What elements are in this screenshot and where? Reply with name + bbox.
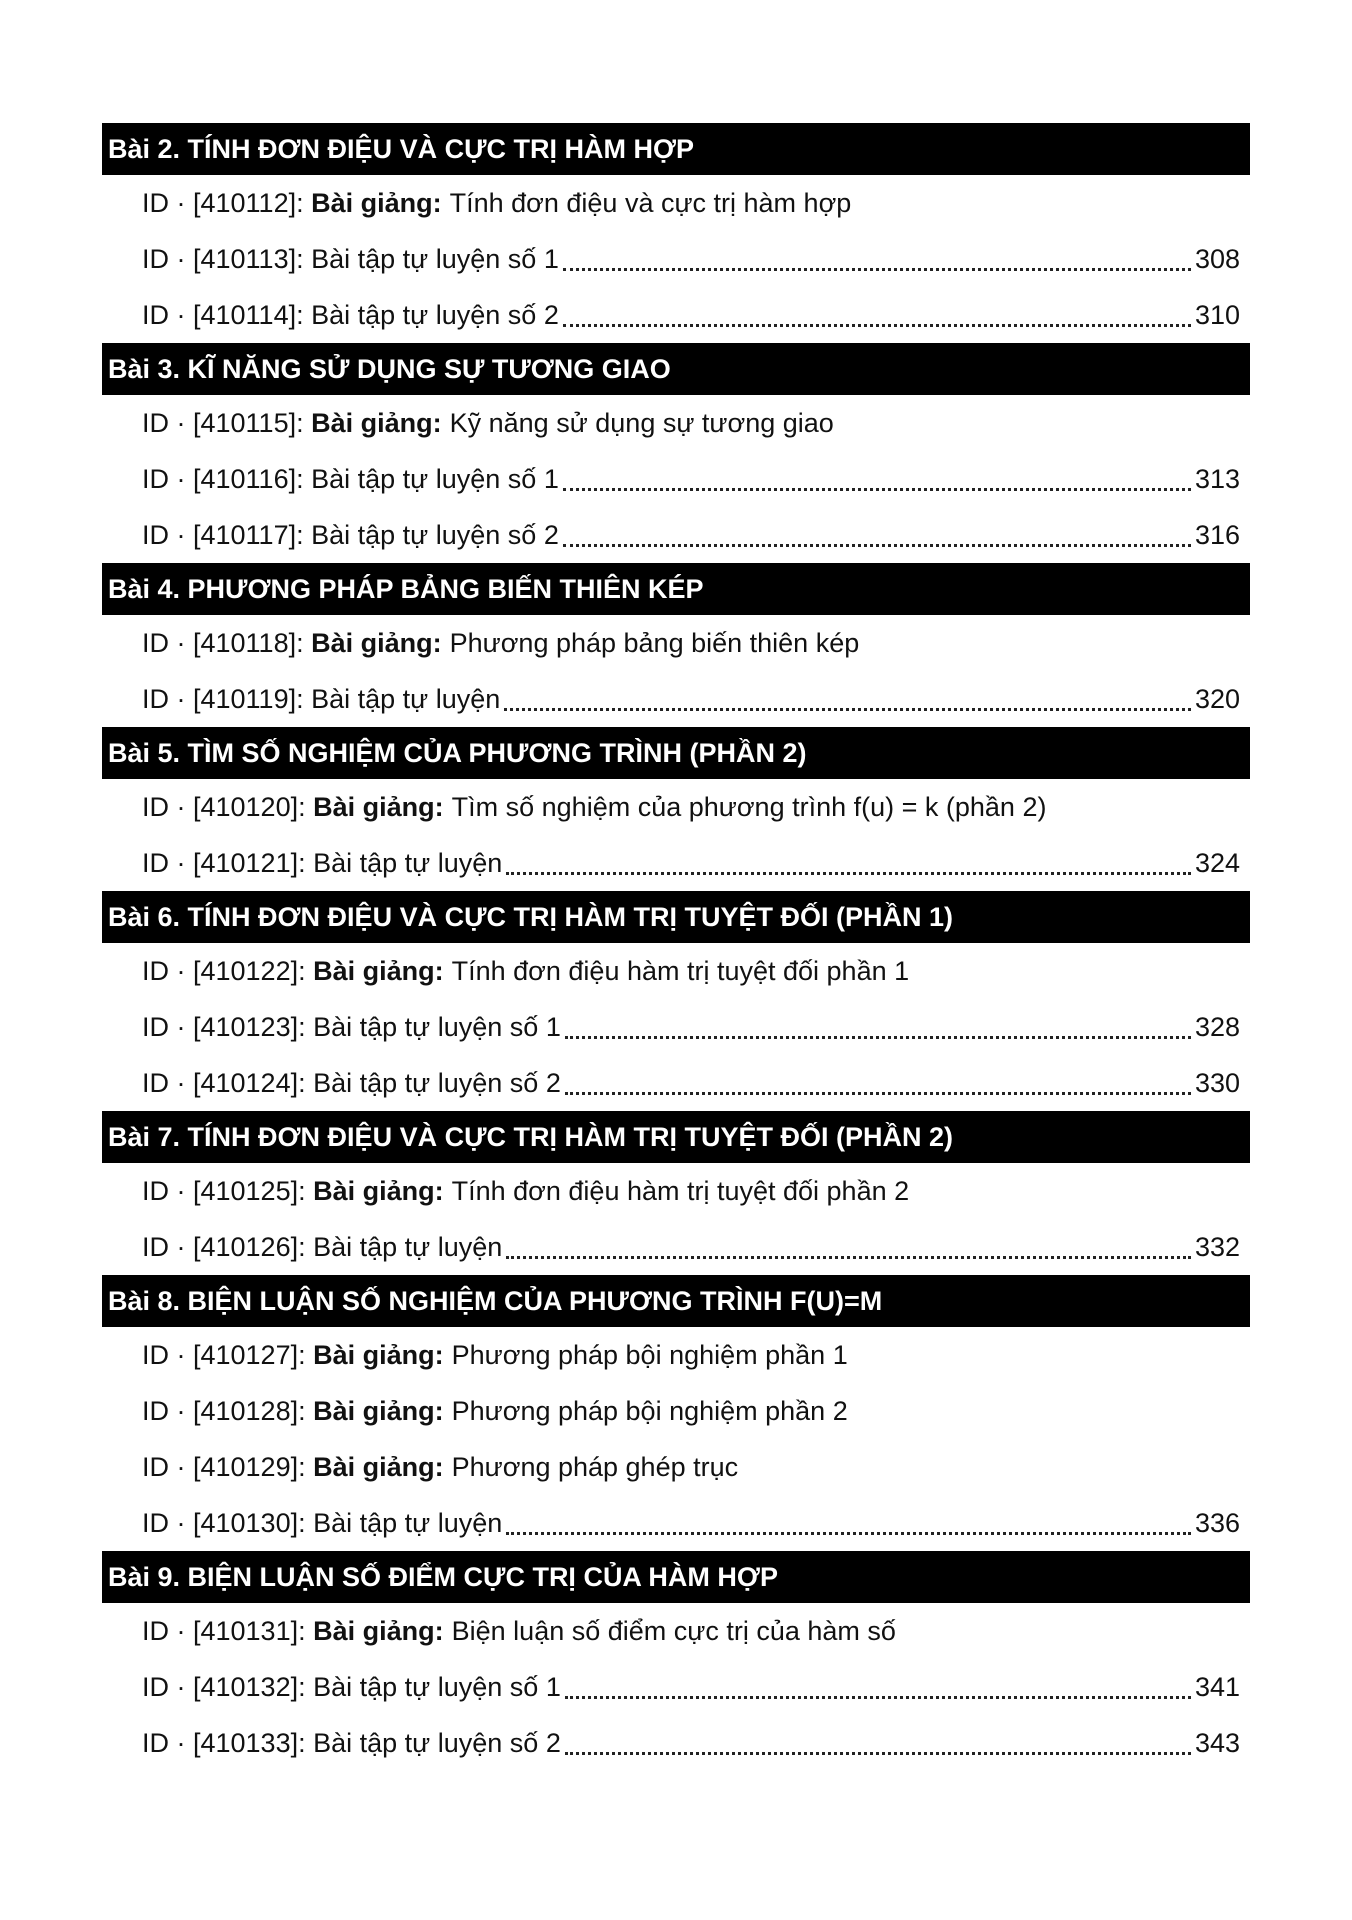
entry-spacer bbox=[306, 943, 314, 999]
section-header: Bài 6. TÍNH ĐƠN ĐIỆU VÀ CỰC TRỊ HÀM TRỊ TUYỆT ĐỐI (PHẦN 1) bbox=[102, 891, 1250, 943]
toc-entry[interactable] bbox=[102, 287, 1250, 343]
toc-section bbox=[102, 891, 1250, 1111]
entry-spacer bbox=[306, 1219, 314, 1275]
dot-leader bbox=[565, 1092, 1191, 1095]
dot-leader bbox=[506, 1532, 1191, 1535]
entry-id: ID · [410127]: bbox=[142, 1340, 306, 1370]
entry-page-number: 336 bbox=[1194, 1508, 1240, 1538]
toc-entry[interactable] bbox=[102, 507, 1250, 563]
entry-page-number: 320 bbox=[1194, 684, 1240, 714]
entry-spacer bbox=[306, 779, 314, 835]
entry-page-number: 308 bbox=[1194, 244, 1240, 274]
section-header: Bài 8. BIỆN LUẬN SỐ NGHIỆM CỦA PHƯƠNG TRÌNH F(U)=M bbox=[102, 1275, 1250, 1327]
toc-section bbox=[102, 1551, 1250, 1771]
entry-title: Phương pháp ghép trục bbox=[451, 1452, 739, 1482]
entry-title: Tính đơn điệu và cực trị hàm hợp bbox=[449, 188, 852, 218]
entry-spacer bbox=[306, 1439, 314, 1495]
entry-title: Phương pháp bội nghiệm phần 2 bbox=[451, 1396, 848, 1426]
entry-title: Kỹ năng sử dụng sự tương giao bbox=[449, 408, 834, 438]
entry-title: Tìm số nghiệm của phương trình f(u) = k (phần 2) bbox=[451, 792, 1047, 822]
dot-leader bbox=[506, 1256, 1191, 1259]
section-entries bbox=[102, 175, 1250, 343]
entry-spacer bbox=[306, 1327, 314, 1383]
section-entries bbox=[102, 1163, 1250, 1275]
table-of-contents bbox=[102, 123, 1250, 1771]
entry-kind-label: Bài giảng: bbox=[313, 956, 444, 986]
toc-entry[interactable] bbox=[102, 999, 1250, 1055]
entry-spacer bbox=[304, 287, 312, 343]
toc-entry[interactable] bbox=[102, 671, 1250, 727]
entry-id: ID · [410128]: bbox=[142, 1396, 306, 1426]
section-header: Bài 7. TÍNH ĐƠN ĐIỆU VÀ CỰC TRỊ HÀM TRỊ TUYỆT ĐỐI (PHẦN 2) bbox=[102, 1111, 1250, 1163]
entry-title: Bài tập tự luyện số 2 bbox=[313, 1068, 561, 1098]
entry-spacer bbox=[306, 1163, 314, 1219]
section-entries bbox=[102, 615, 1250, 727]
entry-title: Bài tập tự luyện bbox=[313, 1232, 503, 1262]
entry-kind-label: Bài giảng: bbox=[311, 188, 442, 218]
entry-page-number: 313 bbox=[1194, 464, 1240, 494]
entry-page-number: 316 bbox=[1194, 520, 1240, 550]
toc-section bbox=[102, 123, 1250, 343]
section-header: Bài 9. BIỆN LUẬN SỐ ĐIỂM CỰC TRỊ CỦA HÀM HỢP bbox=[102, 1551, 1250, 1603]
section-entries bbox=[102, 395, 1250, 563]
entry-id: ID · [410112]: bbox=[142, 188, 304, 218]
entry-title: Bài tập tự luyện số 1 bbox=[313, 1672, 561, 1702]
toc-section bbox=[102, 1275, 1250, 1551]
section-header: Bài 3. KĨ NĂNG SỬ DỤNG SỰ TƯƠNG GIAO bbox=[102, 343, 1250, 395]
entry-id: ID · [410126]: bbox=[142, 1232, 306, 1262]
entry-title: Phương pháp bảng biến thiên kép bbox=[449, 628, 860, 658]
entry-spacer bbox=[306, 1495, 314, 1551]
section-header: Bài 4. PHƯƠNG PHÁP BẢNG BIẾN THIÊN KÉP bbox=[102, 563, 1250, 615]
entry-title: Bài tập tự luyện số 1 bbox=[311, 244, 559, 274]
entry-spacer bbox=[304, 395, 312, 451]
dot-leader bbox=[565, 1696, 1191, 1699]
section-header: Bài 2. TÍNH ĐƠN ĐIỆU VÀ CỰC TRỊ HÀM HỢP bbox=[102, 123, 1250, 175]
entry-spacer bbox=[306, 1383, 314, 1439]
entry-id: ID · [410117]: bbox=[142, 520, 304, 550]
toc-section bbox=[102, 563, 1250, 727]
entry-id: ID · [410113]: bbox=[142, 244, 304, 274]
entry-id: ID · [410116]: bbox=[142, 464, 304, 494]
entry-spacer bbox=[306, 835, 314, 891]
entry-id: ID · [410118]: bbox=[142, 628, 304, 658]
toc-entry[interactable] bbox=[102, 231, 1250, 287]
entry-id: ID · [410132]: bbox=[142, 1672, 306, 1702]
entry-kind-label: Bài giảng: bbox=[313, 792, 444, 822]
entry-title: Bài tập tự luyện bbox=[313, 1508, 503, 1538]
dot-leader bbox=[565, 1752, 1191, 1755]
entry-title: Bài tập tự luyện số 2 bbox=[313, 1728, 561, 1758]
entry-kind-label: Bài giảng: bbox=[311, 628, 442, 658]
toc-entry[interactable] bbox=[102, 835, 1250, 891]
dot-leader bbox=[565, 1036, 1191, 1039]
entry-id: ID · [410125]: bbox=[142, 1176, 306, 1206]
entry-kind-label: Bài giảng: bbox=[313, 1396, 444, 1426]
entry-id: ID · [410121]: bbox=[142, 848, 306, 878]
entry-id: ID · [410124]: bbox=[142, 1068, 306, 1098]
entry-spacer bbox=[304, 507, 312, 563]
toc-entry[interactable] bbox=[102, 1383, 1250, 1439]
toc-entry[interactable] bbox=[102, 1163, 1250, 1219]
entry-title: Bài tập tự luyện số 1 bbox=[313, 1012, 561, 1042]
toc-entry[interactable] bbox=[102, 1495, 1250, 1551]
toc-entry[interactable] bbox=[102, 1659, 1250, 1715]
entry-title: Bài tập tự luyện số 1 bbox=[311, 464, 559, 494]
toc-entry[interactable] bbox=[102, 1715, 1250, 1771]
entry-spacer bbox=[306, 1715, 314, 1771]
entry-page-number: 310 bbox=[1194, 300, 1240, 330]
entry-kind-label: Bài giảng: bbox=[313, 1616, 444, 1646]
dot-leader bbox=[563, 488, 1191, 491]
entry-id: ID · [410120]: bbox=[142, 792, 306, 822]
entry-kind-label: Bài giảng: bbox=[313, 1340, 444, 1370]
toc-entry[interactable] bbox=[102, 779, 1250, 835]
entry-spacer bbox=[306, 1055, 314, 1111]
toc-entry[interactable] bbox=[102, 451, 1250, 507]
entry-title: Bài tập tự luyện số 2 bbox=[311, 520, 559, 550]
toc-entry[interactable] bbox=[102, 1439, 1250, 1495]
entry-kind-label: Bài giảng: bbox=[313, 1452, 444, 1482]
toc-entry[interactable] bbox=[102, 395, 1250, 451]
toc-entry[interactable] bbox=[102, 1603, 1250, 1659]
entry-title: Bài tập tự luyện bbox=[311, 684, 501, 714]
entry-kind-label: Bài giảng: bbox=[311, 408, 442, 438]
entry-id: ID · [410131]: bbox=[142, 1616, 306, 1646]
entry-id: ID · [410119]: bbox=[142, 684, 304, 714]
entry-id: ID · [410130]: bbox=[142, 1508, 306, 1538]
entry-spacer bbox=[306, 1659, 314, 1715]
dot-leader bbox=[504, 708, 1191, 711]
entry-id: ID · [410114]: bbox=[142, 300, 304, 330]
dot-leader bbox=[563, 268, 1191, 271]
entry-title: Phương pháp bội nghiệm phần 1 bbox=[451, 1340, 848, 1370]
entry-spacer bbox=[306, 999, 314, 1055]
entry-page-number: 341 bbox=[1194, 1672, 1240, 1702]
toc-entry[interactable] bbox=[102, 1219, 1250, 1275]
toc-entry[interactable] bbox=[102, 615, 1250, 671]
section-entries bbox=[102, 943, 1250, 1111]
entry-title: Tính đơn điệu hàm trị tuyệt đối phần 2 bbox=[451, 1176, 910, 1206]
toc-section bbox=[102, 727, 1250, 891]
entry-id: ID · [410133]: bbox=[142, 1728, 306, 1758]
entry-page-number: 328 bbox=[1194, 1012, 1240, 1042]
toc-entry[interactable] bbox=[102, 1055, 1250, 1111]
entry-id: ID · [410115]: bbox=[142, 408, 304, 438]
entry-title: Tính đơn điệu hàm trị tuyệt đối phần 1 bbox=[451, 956, 910, 986]
entry-page-number: 343 bbox=[1194, 1728, 1240, 1758]
toc-section bbox=[102, 1111, 1250, 1275]
entry-spacer bbox=[304, 671, 312, 727]
entry-page-number: 324 bbox=[1194, 848, 1240, 878]
section-header: Bài 5. TÌM SỐ NGHIỆM CỦA PHƯƠNG TRÌNH (PHẦN 2) bbox=[102, 727, 1250, 779]
section-entries bbox=[102, 1327, 1250, 1551]
entry-spacer bbox=[306, 1603, 314, 1659]
dot-leader bbox=[506, 872, 1191, 875]
dot-leader bbox=[563, 324, 1191, 327]
entry-spacer bbox=[304, 231, 312, 287]
entry-spacer bbox=[304, 175, 312, 231]
section-entries bbox=[102, 1603, 1250, 1771]
entry-id: ID · [410122]: bbox=[142, 956, 306, 986]
entry-id: ID · [410123]: bbox=[142, 1012, 306, 1042]
entry-spacer bbox=[304, 451, 312, 507]
entry-title: Bài tập tự luyện bbox=[313, 848, 503, 878]
entry-page-number: 332 bbox=[1194, 1232, 1240, 1262]
entry-kind-label: Bài giảng: bbox=[313, 1176, 444, 1206]
entry-title: Bài tập tự luyện số 2 bbox=[311, 300, 559, 330]
entry-page-number: 330 bbox=[1194, 1068, 1240, 1098]
dot-leader bbox=[563, 544, 1191, 547]
entry-title: Biện luận số điểm cực trị của hàm số bbox=[451, 1616, 896, 1646]
entry-spacer bbox=[304, 615, 312, 671]
toc-section bbox=[102, 343, 1250, 563]
toc-entry[interactable] bbox=[102, 175, 1250, 231]
toc-entry[interactable] bbox=[102, 943, 1250, 999]
entry-id: ID · [410129]: bbox=[142, 1452, 306, 1482]
toc-entry[interactable] bbox=[102, 1327, 1250, 1383]
section-entries bbox=[102, 779, 1250, 891]
